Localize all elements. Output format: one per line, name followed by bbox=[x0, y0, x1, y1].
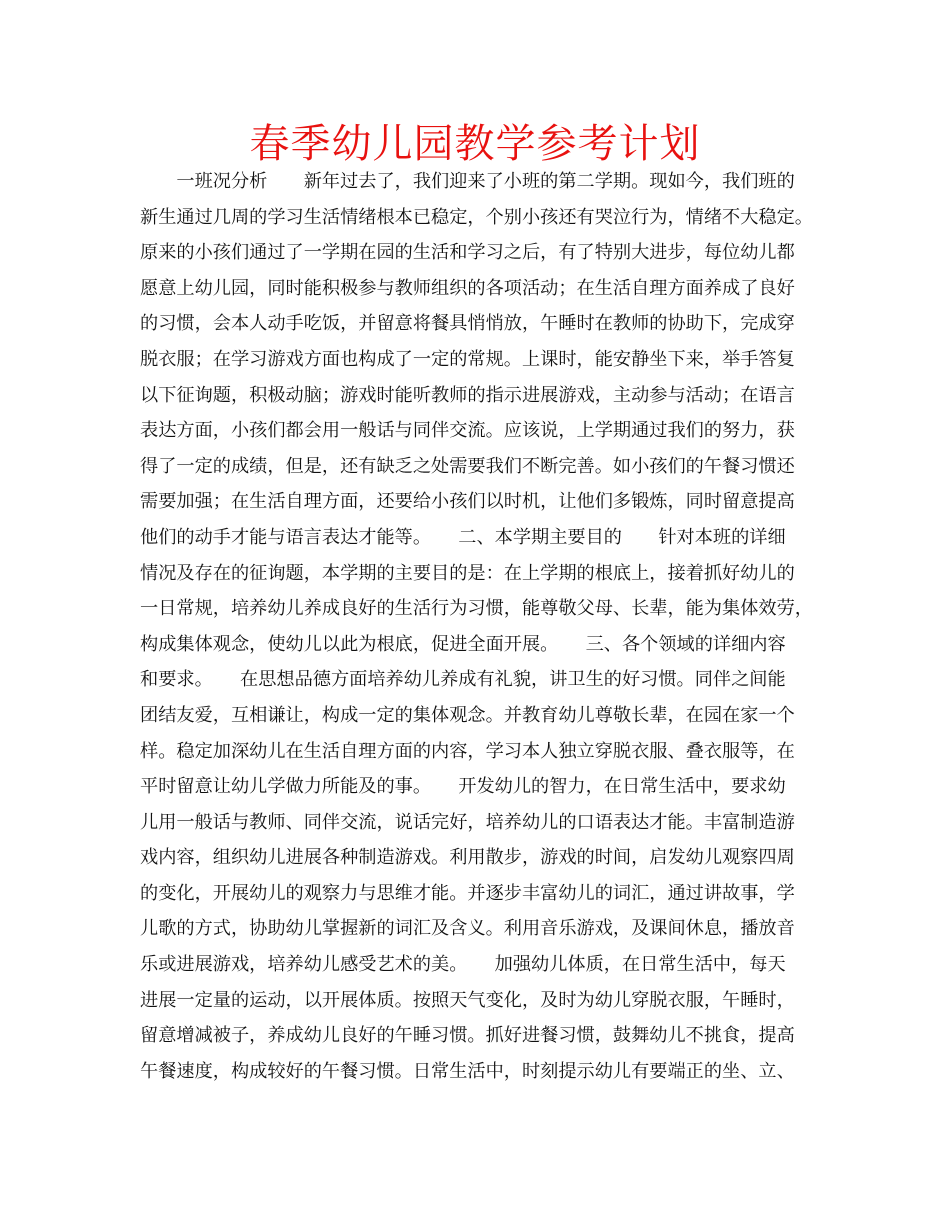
document-title: 春季幼儿园教学参考计划 bbox=[249, 121, 701, 167]
body-line: 以下征询题，积极动脑；游戏时能听教师的指示进展游戏，主动参与活动；在语言 bbox=[140, 384, 795, 406]
body-line: 构成集体观念，使幼儿以此为根底，促进全面开展。 三、各个领域的详细内容 bbox=[140, 633, 786, 655]
body-line: 需要加强；在生活自理方面，还要给小孩们以时机，让他们多锻炼，同时留意提高 bbox=[140, 491, 795, 513]
body-line: 午餐速度，构成较好的午餐习惯。日常生活中，时刻提示幼儿有要端正的坐、立、 bbox=[140, 1060, 795, 1082]
body-line: 表达方面，小孩们都会用一般话与同伴交流。应该说，上学期通过我们的努力，获 bbox=[140, 420, 795, 442]
body-line: 情况及存在的征询题，本学期的主要目的是：在上学期的根底上，接着抓好幼儿的 bbox=[140, 562, 795, 584]
body-line: 脱衣服；在学习游戏方面也构成了一定的常规。上课时，能安静坐下来，举手答复 bbox=[140, 348, 795, 370]
body-line: 他们的动手才能与语言表达才能等。 二、本学期主要目的 针对本班的详细 bbox=[140, 526, 786, 548]
body-line: 平时留意让幼儿学做力所能及的事。 开发幼儿的智力，在日常生活中，要求幼 bbox=[140, 776, 786, 798]
body-line: 团结友爱，互相谦让，构成一定的集体观念。并教育幼儿尊敬长辈，在园在家一个 bbox=[140, 704, 795, 726]
body-line: 样。稳定加深幼儿在生活自理方面的内容，学习本人独立穿脱衣服、叠衣服等，在 bbox=[140, 740, 795, 762]
body-line: 乐或进展游戏，培养幼儿感受艺术的美。 加强幼儿体质，在日常生活中，每天 bbox=[140, 954, 786, 976]
body-line: 原来的小孩们通过了一学期在园的生活和学习之后，有了特别大进步，每位幼儿都 bbox=[140, 242, 795, 264]
body-line: 儿用一般话与教师、同伴交流，说话完好，培养幼儿的口语表达才能。丰富制造游 bbox=[140, 811, 795, 833]
body-line: 一班况分析 新年过去了，我们迎来了小班的第二学期。现如今，我们班的 bbox=[140, 171, 795, 192]
body-line: 的习惯，会本人动手吃饭，并留意将餐具悄悄放，午睡时在教师的协助下，完成穿 bbox=[140, 313, 795, 335]
body-line: 新生通过几周的学习生活情绪根本已稳定，个别小孩还有哭泣行为，情绪不大稳定。 bbox=[140, 206, 813, 228]
document-body bbox=[140, 164, 818, 1089]
body-line: 一日常规，培养幼儿养成良好的生活行为习惯，能尊敬父母、长辈，能为集体效劳， bbox=[140, 598, 813, 620]
body-line: 进展一定量的运动，以开展体质。按照天气变化，及时为幼儿穿脱衣服，午睡时， bbox=[140, 989, 795, 1011]
body-line: 得了一定的成绩，但是，还有缺乏之处需要我们不断完善。如小孩们的午餐习惯还 bbox=[140, 455, 795, 477]
body-line: 儿歌的方式，协助幼儿掌握新的词汇及含义。利用音乐游戏，及课间休息，播放音 bbox=[140, 918, 795, 940]
body-line: 和要求。 在思想品德方面培养幼儿养成有礼貌，讲卫生的好习惯。同伴之间能 bbox=[140, 669, 786, 691]
body-line: 戏内容，组织幼儿进展各种制造游戏。利用散步，游戏的时间，启发幼儿观察四周 bbox=[140, 847, 795, 869]
body-line: 的变化，开展幼儿的观察力与思维才能。并逐步丰富幼儿的词汇，通过讲故事，学 bbox=[140, 882, 795, 904]
body-line: 留意增减被子，养成幼儿良好的午睡习惯。抓好进餐习惯，鼓舞幼儿不挑食，提高 bbox=[140, 1025, 795, 1047]
body-line: 愿意上幼儿园，同时能积极参与教师组织的各项活动；在生活自理方面养成了良好 bbox=[140, 277, 795, 299]
